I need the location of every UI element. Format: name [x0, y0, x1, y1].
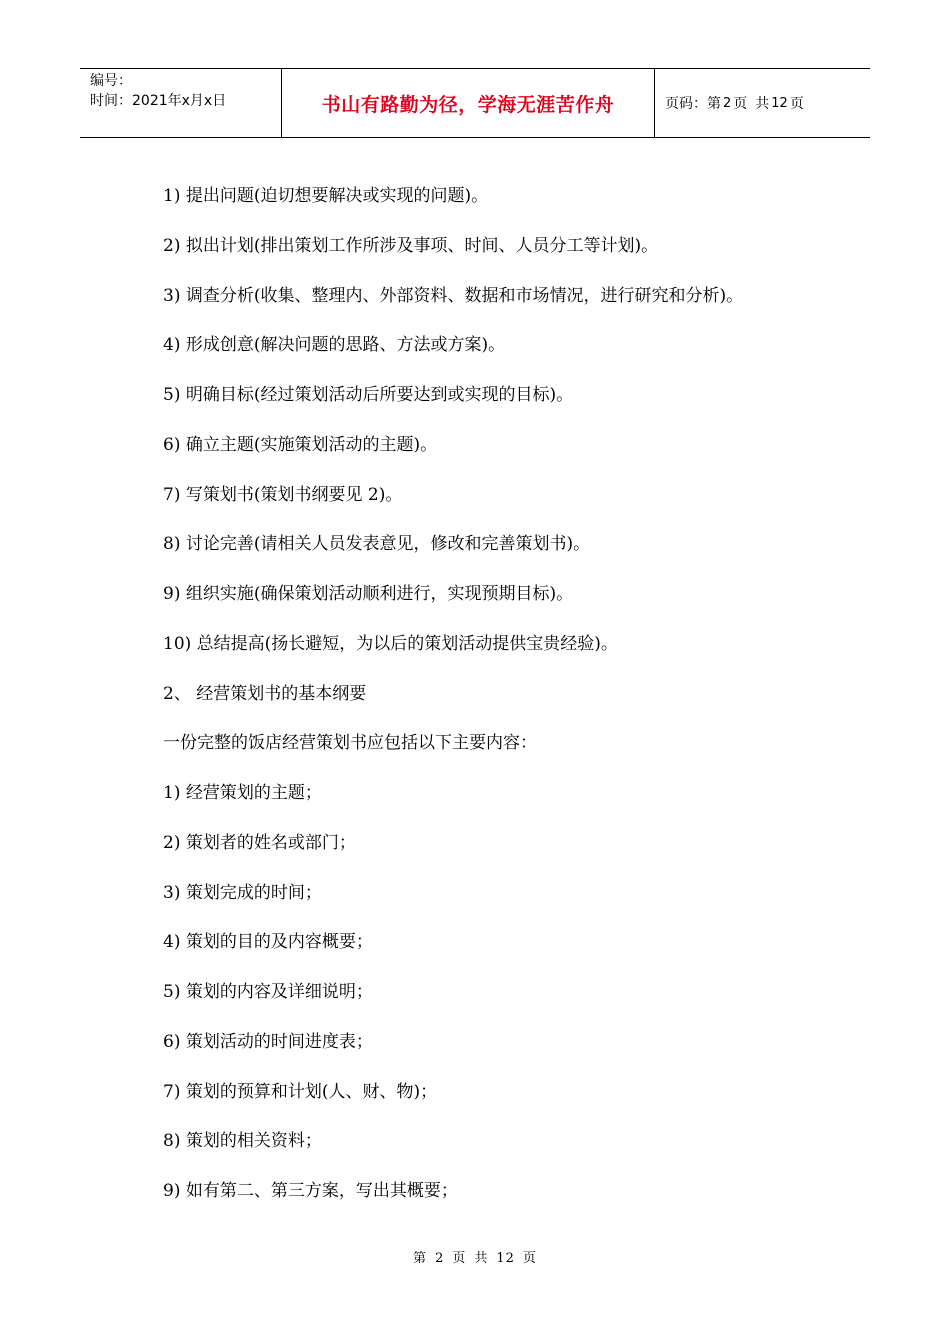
document-header: [80, 68, 870, 138]
body-line: 9) 如有第二、第三方案，写出其概要；: [163, 1181, 458, 1201]
body-line: 1) 提出问题(迫切想要解决或实现的问题)。: [163, 186, 489, 206]
body-line: 一份完整的饭店经营策划书应包括以下主要内容：: [163, 733, 537, 754]
body-line: 8) 策划的相关资料；: [163, 1131, 322, 1152]
footer-unit: 页: [452, 1251, 467, 1266]
body-line: 3) 调查分析(收集、整理内、外部资料、数据和市场情况，进行研究和分析)。: [163, 285, 744, 306]
page-total-unit: 页: [789, 96, 804, 112]
motto-text: 书山有路勤为径，学海无涯苦作舟: [321, 93, 615, 116]
page-footer: [0, 1247, 950, 1266]
body-line: 10) 总结提高(扬长避短，为以后的策划活动提供宝贵经验)。: [163, 633, 618, 654]
document-body: [163, 183, 843, 1228]
body-line: 8) 讨论完善(请相关人员发表意见，修改和完善策划书)。: [163, 534, 591, 555]
footer-current-page: 2: [435, 1251, 445, 1266]
page-total-prefix: 共: [755, 96, 770, 112]
body-line: 3) 策划完成的时间；: [163, 882, 322, 903]
body-line: 4) 形成创意(解决问题的思路、方法或方案)。: [163, 335, 506, 356]
body-line: 5) 明确目标(经过策划活动后所要达到或实现的目标)。: [163, 385, 574, 405]
page-label: 页码：第: [665, 96, 721, 112]
footer-total-pages: 12: [496, 1251, 515, 1266]
page-unit: 页: [733, 96, 748, 112]
body-line: 6) 策划活动的时间进度表；: [163, 1031, 373, 1052]
footer-total-prefix: 共: [474, 1251, 489, 1266]
body-line: 6) 确立主题(实施策划活动的主题)。: [163, 434, 438, 455]
footer-total-unit: 页: [522, 1251, 537, 1266]
body-line: 9) 组织实施(确保策划活动顺利进行，实现预期目标)。: [163, 584, 574, 604]
body-line: 2) 拟出计划(排出策划工作所涉及事项、时间、人员分工等计划)。: [163, 235, 659, 256]
header-page-cell: [655, 69, 870, 137]
body-line: 1) 经营策划的主题；: [163, 783, 322, 803]
page-total: 12: [771, 95, 788, 111]
footer-prefix: 第: [413, 1251, 428, 1266]
body-line: 5) 策划的内容及详细说明；: [163, 982, 373, 1002]
date-label: 时间：2021年x月x日: [90, 93, 227, 109]
section-heading: 2、 经营策划书的基本纲要: [163, 683, 367, 704]
body-line: 7) 策划的预算和计划(人、财、物)；: [163, 1081, 438, 1102]
header-motto-cell: [282, 69, 655, 137]
body-line: 4) 策划的目的及内容概要；: [163, 932, 373, 953]
header-meta-cell: [80, 69, 282, 137]
serial-number-label: 编号：: [90, 73, 132, 89]
body-line: 7) 写策划书(策划书纲要见 2)。: [163, 484, 403, 505]
body-line: 2) 策划者的姓名或部门；: [163, 832, 356, 853]
page-current: 2: [723, 95, 732, 111]
